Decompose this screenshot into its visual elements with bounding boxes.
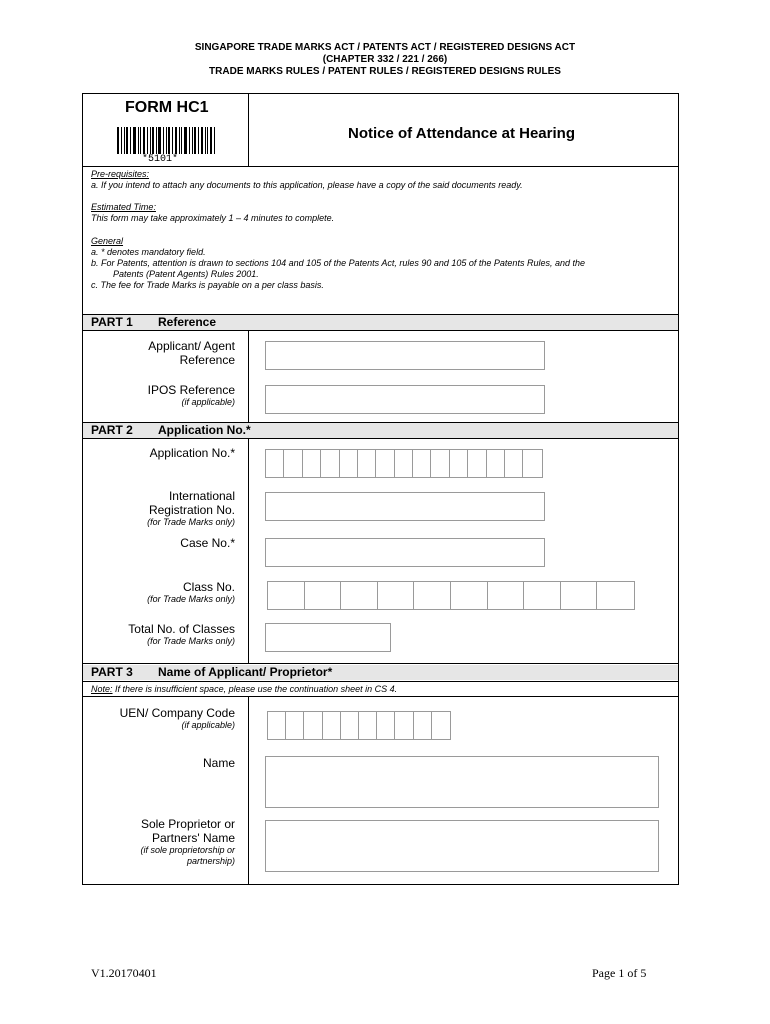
part1-divider (248, 331, 249, 422)
part1-number: PART 1 (91, 315, 133, 329)
total-classes-label: Total No. of Classes (128, 622, 235, 636)
title-separator (82, 166, 679, 167)
title-divider (248, 94, 249, 166)
uen-sublabel: (if applicable) (181, 720, 235, 730)
part3-number: PART 3 (91, 665, 133, 679)
ipos-ref-label: IPOS Reference (147, 383, 235, 397)
total-classes-sublabel: (for Trade Marks only) (147, 636, 235, 646)
agent-ref-label-2: Reference (179, 353, 235, 367)
part3-note-bottom (82, 696, 679, 697)
note-label: Note: (91, 684, 113, 694)
prereq-item-a: a. If you intend to attach any documents to this application, please have a copy of the said documents ready. (91, 180, 523, 190)
international-registration-input[interactable] (265, 492, 545, 521)
total-classes-input[interactable] (265, 623, 391, 652)
name-label: Name (202, 756, 235, 770)
part3-header-bottom (82, 681, 679, 682)
general-item-b-cont: Patents (Patent Agents) Rules 2001. (113, 269, 259, 279)
barcode-text: *5101* (142, 154, 179, 165)
general-item-a: a. * denotes mandatory field. (91, 247, 206, 257)
part3-title: Name of Applicant/ Proprietor* (158, 665, 333, 679)
part2-header (83, 423, 678, 438)
sole-proprietor-label-1: Sole Proprietor or (140, 817, 235, 831)
part2-divider (248, 439, 249, 663)
general-item-c: c. The fee for Trade Marks is payable on a per class basis. (91, 280, 324, 290)
part3-separator (82, 663, 679, 664)
general-heading: General (91, 236, 124, 246)
uen-label: UEN/ Company Code (119, 706, 235, 720)
chapter-heading: (CHAPTER 332 / 221 / 266) (322, 54, 448, 65)
rules-heading: TRADE MARKS RULES / PATENT RULES / REGISTERED DESIGNS RULES (209, 66, 561, 77)
intl-reg-sublabel: (for Trade Marks only) (147, 517, 235, 527)
form-code: FORM HC1 (125, 99, 209, 116)
ipos-reference-input[interactable] (265, 385, 545, 414)
agent-reference-input[interactable] (265, 341, 545, 370)
barcode (117, 127, 215, 154)
case-no-input[interactable] (265, 538, 545, 567)
application-no-input[interactable] (265, 449, 543, 478)
class-no-label: Class No. (182, 580, 235, 594)
time-text: This form may take approximately 1 – 4 minutes to complete. (91, 213, 335, 223)
ipos-ref-sublabel: (if applicable) (181, 397, 235, 407)
version-label: V1.20170401 (91, 966, 157, 980)
part3-header (83, 665, 678, 680)
case-no-label: Case No.* (180, 536, 235, 550)
part2-title: Application No.* (158, 423, 251, 437)
general-item-b: b. For Patents, attention is drawn to sections 104 and 105 of the Patents Act, rules 90 and 105 of the Patents Rules, and the (91, 258, 585, 268)
act-heading: SINGAPORE TRADE MARKS ACT / PATENTS ACT / REGISTERED DESIGNS ACT (194, 42, 576, 53)
application-no-label: Application No.* (149, 446, 235, 460)
form-title: Notice of Attendance at Hearing (348, 125, 575, 142)
class-no-input[interactable] (267, 581, 635, 610)
name-input[interactable] (265, 756, 659, 808)
intl-reg-label-1: International (168, 489, 235, 503)
page-number: Page 1 of 5 (592, 966, 647, 980)
part1-title: Reference (158, 315, 217, 329)
uen-input[interactable] (267, 711, 451, 740)
class-no-sublabel: (for Trade Marks only) (147, 594, 235, 604)
prereq-heading: Pre-requisites: (91, 169, 150, 179)
part1-header-bottom (82, 330, 679, 331)
part3-note (91, 684, 397, 695)
note-text: If there is insufficient space, please use the continuation sheet in CS 4. (112, 684, 398, 694)
part2-header-bottom (82, 438, 679, 439)
sole-proprietor-sublabel-1: (if sole proprietorship or (140, 845, 235, 855)
sole-proprietor-label-2: Partners' Name (152, 831, 235, 845)
time-heading: Estimated Time: (91, 202, 156, 212)
part1-header (83, 315, 678, 330)
intl-reg-label-2: Registration No. (148, 503, 235, 517)
agent-ref-label-1: Applicant/ Agent (148, 339, 235, 353)
part3-divider (248, 697, 249, 884)
sole-proprietor-sublabel-2: partnership) (186, 856, 235, 866)
sole-proprietor-input[interactable] (265, 820, 659, 872)
part2-number: PART 2 (91, 423, 133, 437)
